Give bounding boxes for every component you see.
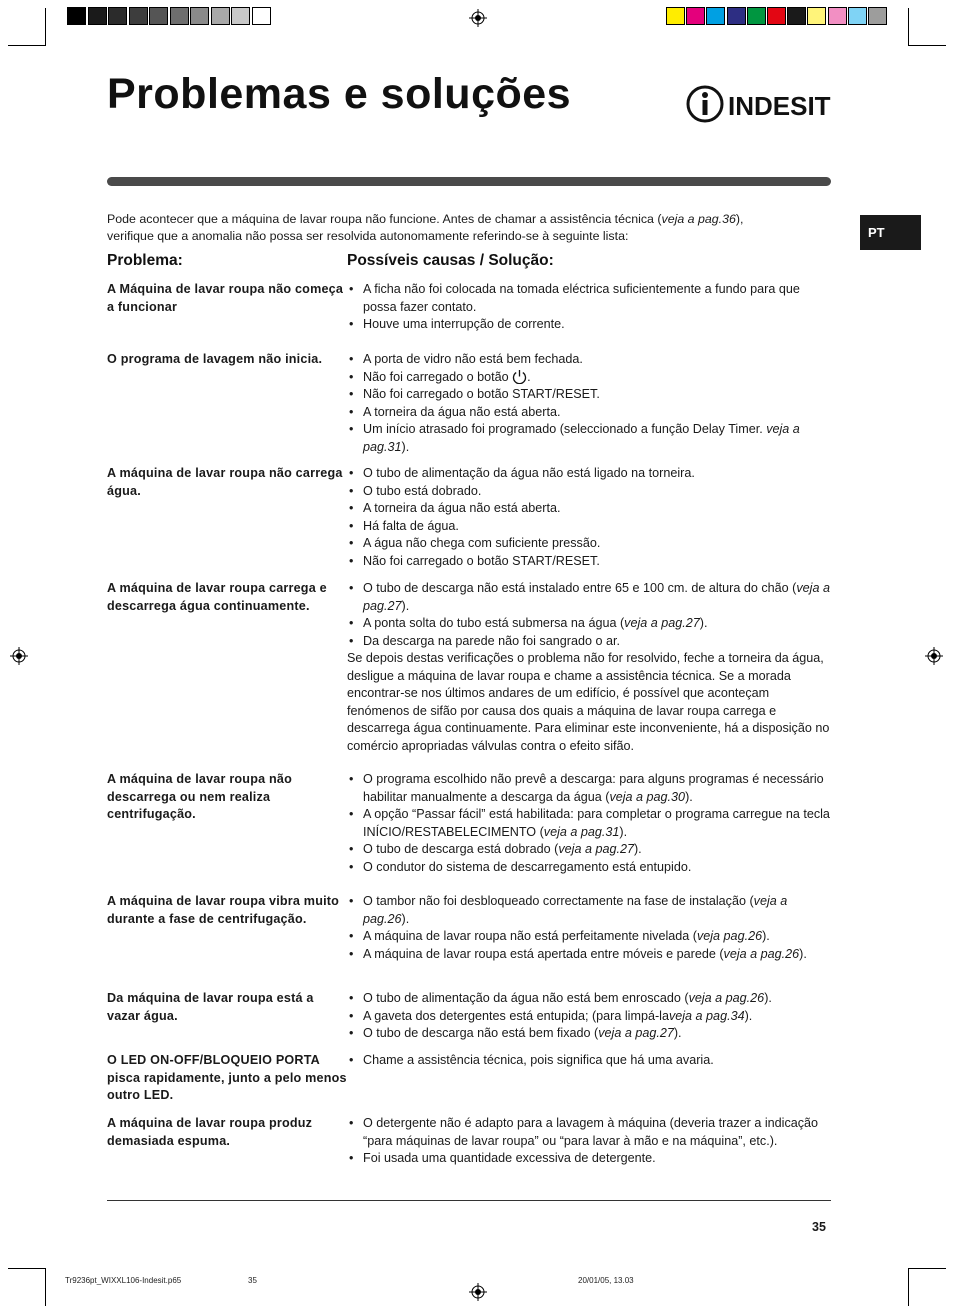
cause-text-end: ). (401, 598, 410, 613)
cause-item (347, 841, 831, 859)
brand-wordmark: INDESIT (728, 91, 831, 121)
cause-item (347, 369, 831, 387)
cause-text: O tubo de descarga está dobrado ( (363, 842, 559, 856)
cause-text: Chame a assistência técnica, pois significa que há uma avaria. (363, 1053, 714, 1067)
cause-item (347, 806, 831, 841)
cause-text: A torneira da água não está aberta. (363, 501, 561, 515)
indesit-logo-icon (686, 85, 832, 123)
cause-item (347, 990, 831, 1008)
cause-text: O condutor do sistema de descarregamento está entupido. (363, 859, 692, 874)
registration-mark-icon (469, 9, 487, 27)
cause-text: O programa escolhido não prevê a descarga: para alguns programas é necessário habilitar manualmente a descarga da água ( (363, 772, 824, 804)
color-swatch (686, 7, 705, 25)
intro-page-ref: veja a pag.36 (661, 212, 736, 226)
cause-text: O tubo de alimentação da água não está bem enroscado ( (363, 991, 689, 1005)
cause-item (347, 1008, 831, 1026)
solution-paragraph: Se depois destas verificações o problema não for resolvido, feche a torneira da água, desligue a máquina de lavar roupa e chame a assistência técnica. Se a morada encontrar-se nos últimos andares de um edifício, é possível que aconteçam fenómenos de sifão por causa dos quais a máquina de lavar roupa carrega e descarrega água continuamente. Para eliminar este inconveniente, há a disposição no comércio apropriadas válvulas contra o efeito sifão. (347, 651, 830, 753)
cause-text: Foi usada uma quantidade excessiva de detergente. (363, 1151, 656, 1165)
gray-swatch (88, 7, 107, 25)
cause-list (347, 351, 831, 456)
cause-item (347, 615, 831, 633)
gray-swatch (190, 7, 209, 25)
cause-item (347, 893, 831, 928)
cause-item (347, 518, 831, 536)
footer-page: 35 (248, 1276, 257, 1285)
page-title: Problemas e soluções (107, 70, 572, 118)
gray-swatch (108, 7, 127, 25)
page-reference: veja a pag.27 (624, 616, 700, 630)
color-swatch (807, 7, 826, 25)
solution-block (347, 281, 831, 334)
intro-text (107, 211, 837, 245)
color-swatch (848, 7, 867, 25)
problem-column-header: Problema: (107, 252, 183, 269)
gray-swatch (149, 7, 168, 25)
cause-text: Houve uma interrupção de corrente. (363, 317, 565, 331)
gray-swatch (231, 7, 250, 25)
cause-item (347, 1025, 831, 1043)
cause-item (347, 946, 831, 964)
solution-block (347, 771, 831, 876)
intro-line1-end: ), (735, 212, 744, 226)
cause-text: Um início atrasado foi programado (seleccionado a função Delay Timer. (363, 422, 767, 436)
cause-list (347, 465, 831, 570)
registration-mark-icon (10, 647, 28, 665)
gray-swatch (252, 7, 271, 25)
cause-text: O detergente não é adapto para a lavagem à máquina (deveria trazer a indicação “para máquinas de lavar roupa” ou “para lavar à mão e na máquina”, etc.). (363, 1116, 819, 1148)
brand-logo (686, 85, 832, 123)
cause-text: O tubo de descarga não está bem fixado ( (363, 1026, 599, 1040)
cause-item (347, 386, 831, 404)
cause-text: A máquina de lavar roupa está apertada entre móveis e parede ( (363, 946, 724, 961)
cause-list (347, 893, 831, 963)
footer-rule (107, 1200, 831, 1201)
intro-line1: Pode acontecer que a máquina de lavar roupa não funcione. Antes de chamar a assistência técnica ( (107, 212, 662, 226)
color-swatch (666, 7, 685, 25)
language-tab: PT (860, 215, 921, 250)
solution-block (347, 1052, 831, 1070)
color-swatch (747, 7, 766, 25)
color-swatch (787, 7, 806, 25)
gray-swatch (211, 7, 230, 25)
color-swatch (767, 7, 786, 25)
solution-block (347, 465, 831, 570)
cause-text: A gaveta dos detergentes está entupida; (para limpá-la (363, 1008, 669, 1023)
problem-label: Da máquina de lavar roupa está a vazar água. (107, 991, 314, 1023)
page-reference: veja a pag.27 (363, 581, 830, 613)
gray-swatch (129, 7, 148, 25)
page-reference: veja a pag.31 (543, 824, 620, 839)
cause-text-end: ). (619, 824, 628, 839)
cause-item (347, 421, 831, 456)
color-swatch (828, 7, 847, 25)
cause-text-end: . (527, 369, 531, 384)
page-reference: veja a pag.26 (688, 991, 765, 1005)
problem-label: O programa de lavagem não inicia. (107, 352, 323, 366)
solution-block (347, 351, 831, 456)
cause-item (347, 351, 831, 369)
cause-text: A máquina de lavar roupa não está perfeitamente nivelada ( (363, 929, 697, 943)
cause-text-end: ). (685, 789, 693, 804)
registration-mark-icon (925, 647, 943, 665)
page-reference: veja a pag.26 (723, 946, 800, 961)
cause-item (347, 1052, 831, 1070)
cause-text-end: ). (401, 439, 410, 454)
solution-block (347, 990, 831, 1043)
cause-text: A porta de vidro não está bem fechada. (363, 352, 583, 366)
cause-text: O tubo está dobrado. (363, 483, 482, 498)
cause-text-end: ). (744, 1008, 753, 1023)
cause-text: A ponta solta do tubo está submersa na água ( (363, 616, 625, 630)
solution-column-header: Possíveis causas / Solução: (347, 252, 554, 269)
power-icon (512, 369, 527, 384)
cause-text: A torneira da água não está aberta. (363, 404, 561, 419)
cause-text-end: ). (799, 946, 807, 961)
cause-text-end: ). (673, 1026, 682, 1040)
cause-text: Há falta de água. (363, 518, 459, 533)
problem-label: O LED ON-OFF/BLOQUEIO PORTA pisca rapidamente, junto a pelo menos outro LED. (107, 1053, 347, 1102)
solution-block (347, 1115, 831, 1168)
cause-text: Não foi carregado o botão (363, 369, 513, 384)
page-reference: veja a pag.26 (363, 894, 788, 926)
color-swatch (868, 7, 887, 25)
cause-item (347, 580, 831, 615)
cause-item (347, 535, 831, 553)
page-reference: veja a pag.30 (609, 789, 686, 804)
gray-swatch (67, 7, 86, 25)
header-rule (107, 177, 831, 186)
cause-list (347, 1052, 831, 1070)
solution-block (347, 893, 831, 963)
problem-label: A máquina de lavar roupa produz demasiada espuma. (107, 1116, 313, 1148)
page-number: 35 (812, 1220, 826, 1234)
intro-line2: verifique que a anomalia não possa ser resolvida autonomamente referindo-se à seguinte lista: (107, 229, 629, 243)
page-reference: veja a pag.27 (558, 842, 634, 856)
cause-list (347, 580, 831, 650)
cause-item (347, 465, 831, 483)
problem-label: A máquina de lavar roupa carrega e descarrega água continuamente. (107, 581, 327, 613)
cause-item (347, 859, 831, 877)
cause-item (347, 928, 831, 946)
cause-text: Da descarga na parede não foi sangrado o ar. (363, 633, 620, 648)
problem-label: A Máquina de lavar roupa não começa a funcionar (107, 282, 344, 314)
cause-item (347, 483, 831, 501)
problem-label: A máquina de lavar roupa não descarrega ou nem realiza centrifugação. (107, 772, 292, 821)
cause-item (347, 500, 831, 518)
cause-list (347, 990, 831, 1043)
problem-label: A máquina de lavar roupa não carrega água. (107, 466, 343, 498)
cause-text: O tambor não foi desbloqueado correctamente na fase de instalação ( (363, 894, 754, 908)
registration-mark-icon (469, 1283, 487, 1301)
page-reference: veja a pag.31 (363, 422, 800, 454)
cause-text: Não foi carregado o botão START/RESET. (363, 387, 600, 401)
solution-block (347, 580, 831, 755)
cause-item (347, 316, 831, 334)
page-reference: veja a pag.27 (598, 1026, 674, 1040)
cause-list (347, 281, 831, 334)
gray-swatch (170, 7, 189, 25)
cause-item (347, 404, 831, 422)
cause-item (347, 771, 831, 806)
footer-datetime: 20/01/05, 13.03 (578, 1276, 634, 1285)
cause-text: O tubo de alimentação da água não está ligado na torneira. (363, 466, 695, 480)
cause-text: O tubo de descarga não está instalado entre 65 e 100 cm. de altura do chão ( (363, 581, 797, 595)
cause-text: A opção “Passar fácil” está habilitada: para completar o programa carregue na tecla INÍCIO/RESTABELECIMENTO ( (363, 807, 830, 839)
cause-text: A água não chega com suficiente pressão. (363, 536, 601, 550)
cause-item (347, 1115, 831, 1150)
cause-item (347, 553, 831, 571)
cause-item (347, 281, 831, 316)
cause-item (347, 1150, 831, 1168)
color-swatch (706, 7, 725, 25)
cause-text: A ficha não foi colocada na tomada eléctrica suficientemente a fundo para que possa fazer contato. (363, 282, 800, 314)
cause-list (347, 1115, 831, 1168)
cause-text-end: ). (633, 842, 642, 856)
problem-label: A máquina de lavar roupa vibra muito durante a fase de centrifugação. (107, 894, 340, 926)
footer-filename: Tr9236pt_WIXXL106-Indesit.p65 (65, 1276, 182, 1285)
cause-text-end: ). (401, 911, 410, 926)
cause-text-end: ). (764, 991, 772, 1005)
cause-list (347, 771, 831, 876)
color-swatch (727, 7, 746, 25)
page-reference: veja pag.26 (696, 929, 763, 943)
cause-text: Não foi carregado o botão START/RESET. (363, 553, 600, 568)
page-reference: veja a pag.34 (668, 1008, 745, 1023)
cause-text-end: ). (762, 929, 770, 943)
cause-item (347, 633, 831, 651)
cause-text-end: ). (699, 616, 708, 630)
